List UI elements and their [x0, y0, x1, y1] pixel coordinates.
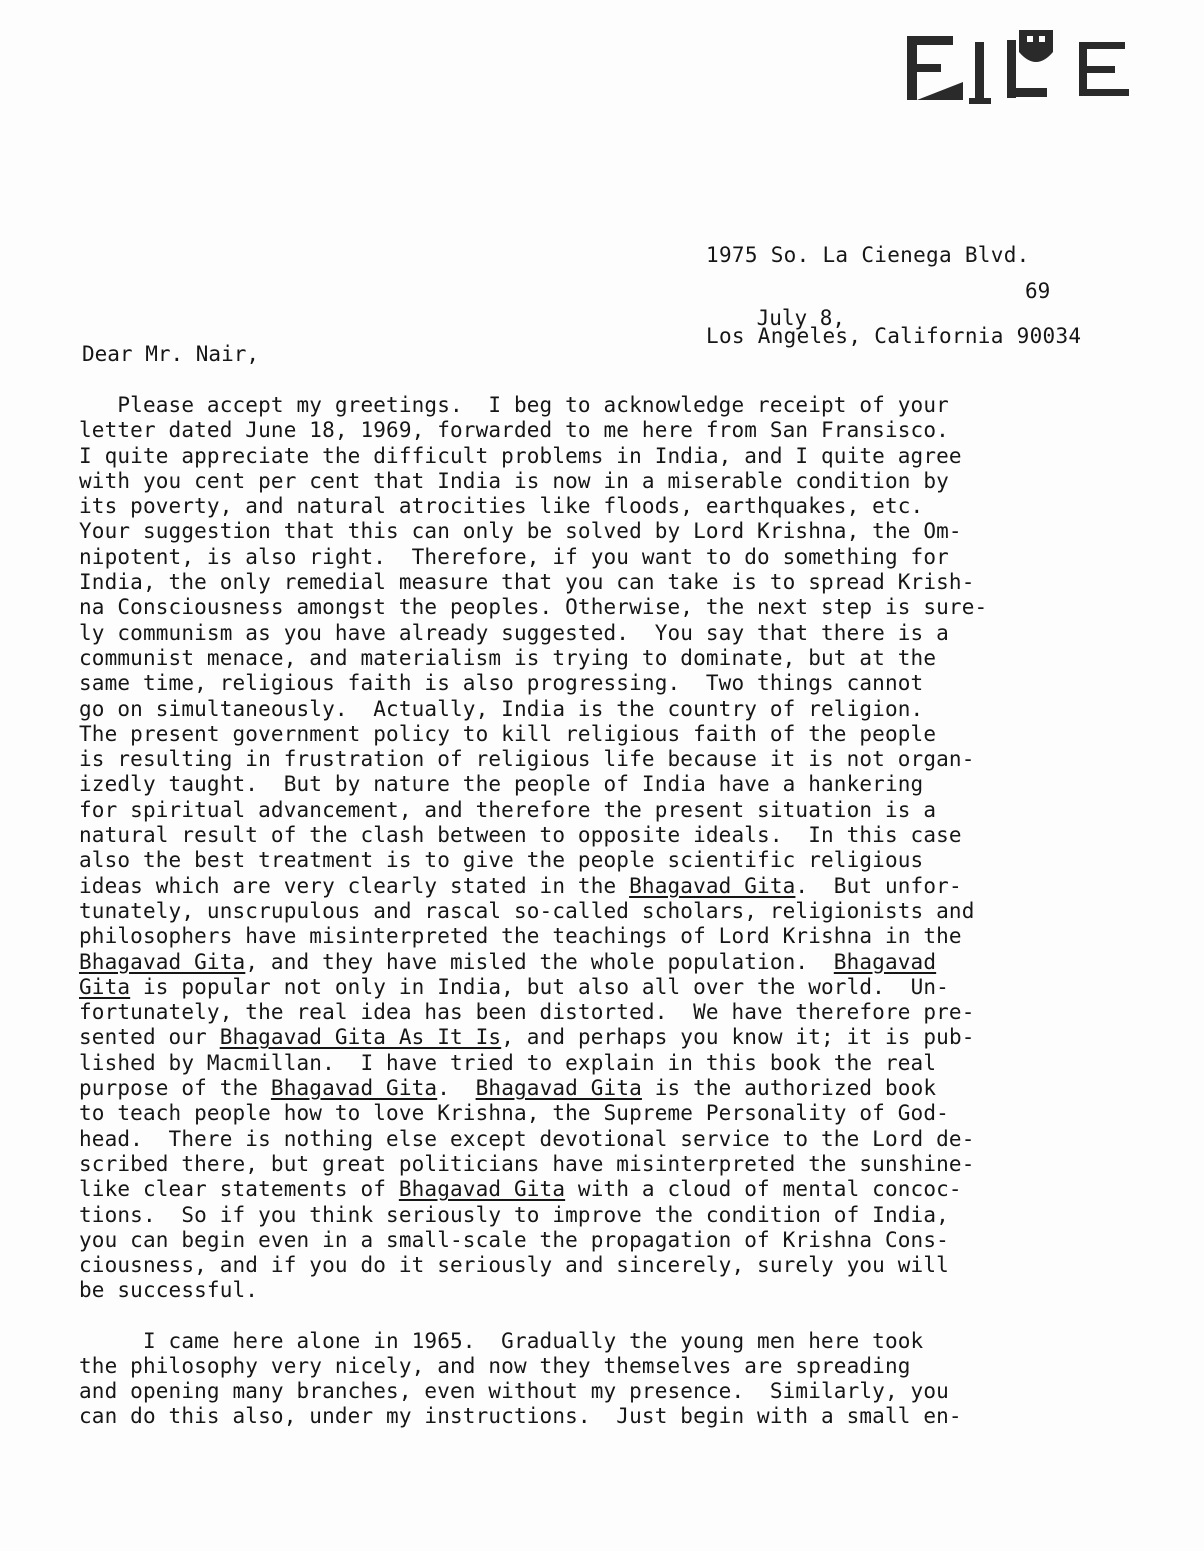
book-title: Bhagavad Gita: [79, 949, 246, 974]
text-line: with you cent per cent that India is now in a miserable condition by: [79, 468, 949, 493]
text-line: scribed there, but great politicians have misinterpreted the sunshine-: [79, 1151, 975, 1176]
text-line: [79, 1025, 1151, 1050]
text-segment: ideas which are very clearly stated in the: [79, 873, 630, 898]
text-segment: , and perhaps you know it; it is pub-: [501, 1025, 975, 1050]
text-segment: is the authorized book: [641, 1076, 937, 1101]
text-line: lished by Macmillan. I have tried to explain in this book the real: [79, 1050, 937, 1075]
book-title: Bhagavad Gita: [475, 1076, 642, 1101]
text-line: India, the only remedial measure that you can take is to spread Krish-: [79, 570, 975, 595]
text-segment: like clear statements of: [79, 1177, 399, 1202]
text-line: letter dated June 18, 1969, forwarded to me here from San Fransisco.: [79, 418, 949, 443]
text-line: na Consciousness amongst the peoples. Otherwise, the next step is sure-: [79, 595, 988, 620]
text-line: you can begin even in a small-scale the propagation of Krishna Cons-: [79, 1227, 949, 1252]
text-line: head. There is nothing else except devotional service to the Lord de-: [79, 1126, 975, 1151]
text-line: [79, 874, 1151, 899]
text-line: is resulting in frustration of religious life because it is not organ-: [79, 747, 975, 772]
file-stamp-graphic: [903, 22, 1143, 112]
text-segment: .: [437, 1076, 476, 1101]
address-line-2: Los Angeles, California 90034: [706, 324, 1082, 348]
book-title: Bhagavad Gita As It Is: [219, 1025, 502, 1050]
text-segment: purpose of the: [79, 1076, 271, 1101]
text-line: also the best treatment is to give the people scientific religious: [79, 848, 924, 873]
text-line: tions. So if you think seriously to improve the condition of India,: [79, 1202, 949, 1227]
book-title: Bhagavad: [833, 949, 937, 974]
text-line: [79, 950, 1151, 975]
text-segment: is popular not only in India, but also all over the world. Un-: [130, 974, 949, 999]
text-line: go on simultaneously. Actually, India is the country of religion.: [79, 696, 924, 721]
text-line: the philosophy very nicely, and now they themselves are spreading: [79, 1354, 911, 1378]
salutation: Dear Mr. Nair,: [82, 342, 260, 366]
text-line: same time, religious faith is also progressing. Two things cannot: [79, 671, 924, 696]
body-paragraph-2: [79, 1329, 1151, 1429]
text-line: and opening many branches, even without my presence. Similarly, you: [79, 1379, 949, 1403]
text-line: ly communism as you have already suggested. You say that there is a: [79, 620, 949, 645]
text-segment: with a cloud of mental concoc-: [565, 1177, 962, 1202]
text-segment: sented our: [79, 1025, 220, 1050]
text-line: be successful.: [79, 1278, 259, 1303]
file-stamp: [903, 22, 1143, 112]
book-title: Bhagavad Gita: [270, 1076, 438, 1101]
text-line: fortunately, the real idea has been distorted. We have therefore pre-: [79, 1000, 975, 1025]
text-line: izedly taught. But by nature the people of India have a hankering: [79, 772, 924, 797]
text-line: I quite appreciate the difficult problems in India, and I quite agree: [79, 443, 962, 468]
book-title: Bhagavad Gita: [398, 1177, 566, 1202]
book-title: Bhagavad Gita: [629, 873, 796, 898]
text-line: to teach people how to love Krishna, the Supreme Personality of God-: [79, 1101, 949, 1126]
text-line: philosophers have misinterpreted the teachings of Lord Krishna in the: [79, 924, 962, 949]
date-month-day: July 8,: [756, 306, 846, 330]
text-line: can do this also, under my instructions. Just begin with a small en-: [79, 1404, 962, 1428]
text-line: The present government policy to kill religious faith of the people: [79, 721, 937, 746]
text-line: nipotent, is also right. Therefore, if you want to do something for: [79, 544, 949, 569]
address-line-1: 1975 So. La Cienega Blvd.: [706, 243, 1030, 267]
text-segment: . But unfor-: [795, 873, 962, 898]
text-line: its poverty, and natural atrocities like floods, earthquakes, etc.: [79, 494, 924, 519]
text-line: for spiritual advancement, and therefore the present situation is a: [79, 797, 937, 822]
text-line: [79, 1076, 1151, 1101]
text-line: ciousness, and if you do it seriously and sincerely, surely you will: [79, 1253, 949, 1278]
text-line: natural result of the clash between to opposite ideals. In this case: [79, 823, 962, 848]
text-line: Please accept my greetings. I beg to acknowledge receipt of your: [79, 393, 949, 417]
text-line: [79, 975, 1151, 1000]
book-title: Gita: [79, 974, 131, 999]
body-paragraph-1: [79, 393, 1151, 1304]
text-segment: , and they have misled the whole population.: [245, 949, 834, 974]
text-line: [79, 1177, 1151, 1202]
text-line: Your suggestion that this can only be solved by Lord Krishna, the Om-: [79, 519, 962, 544]
text-line: tunately, unscrupulous and rascal so-called scholars, religionists and: [79, 898, 975, 923]
text-line: communist menace, and materialism is trying to dominate, but at the: [79, 645, 937, 670]
date-year: 69: [1025, 279, 1051, 303]
text-line: I came here alone in 1965. Gradually the young men here took: [79, 1329, 924, 1353]
